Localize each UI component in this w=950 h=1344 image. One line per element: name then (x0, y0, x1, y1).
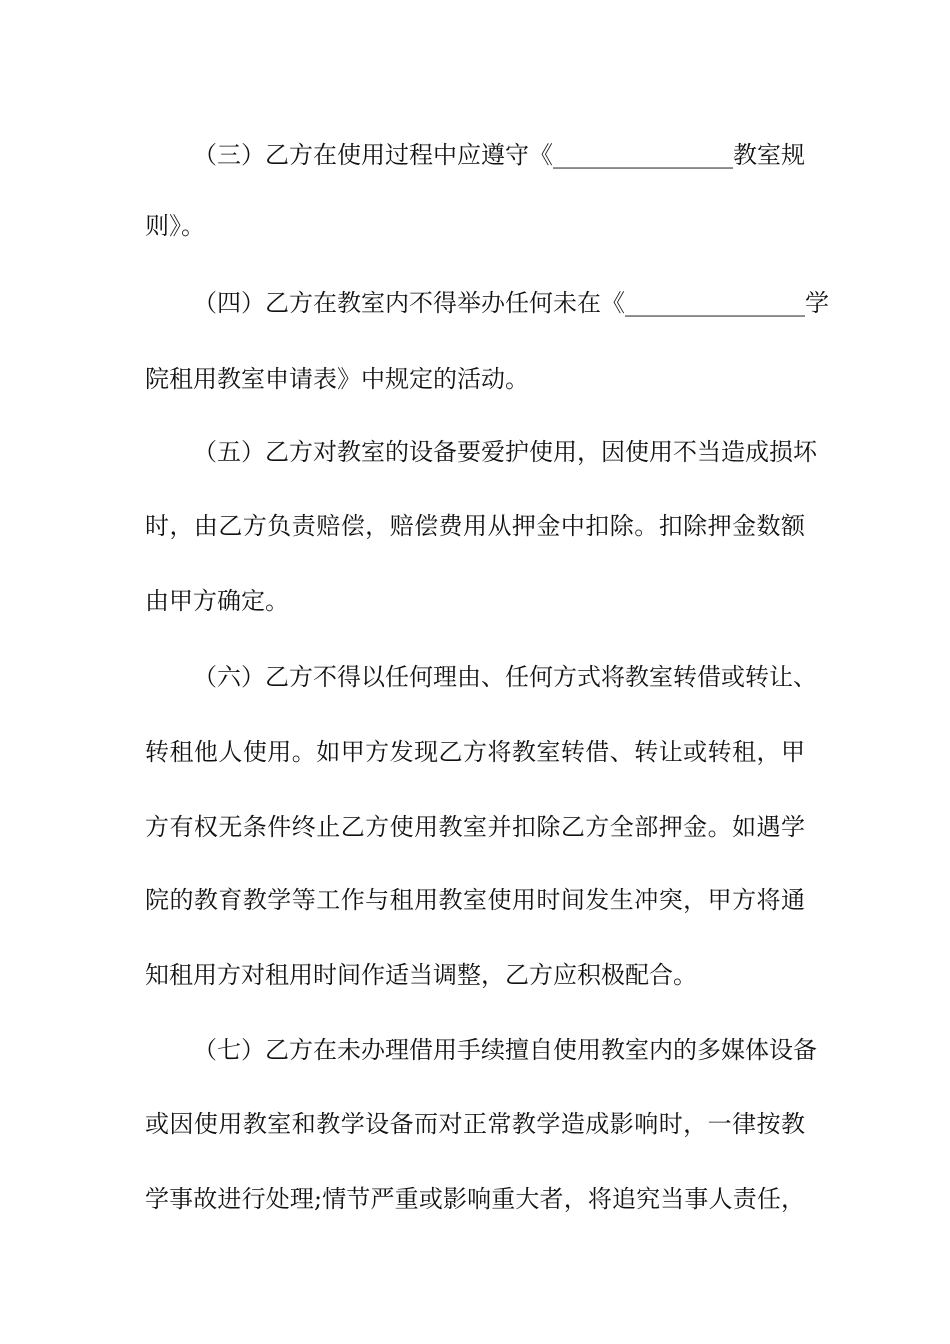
clause-6-line-5: 知租用方对租用时间作适当调整，乙方应积极配合。 (145, 961, 697, 989)
clause-4-line-2: 院租用教室申请表》中规定的活动。 (145, 365, 529, 393)
clause-7-line-3: 学事故进行处理;情节严重或影响重大者，将追究当事人责任， (145, 1185, 805, 1213)
clause-6-line-1: （六）乙方不得以任何理由、任何方式将教室转借或转让、 (193, 663, 817, 691)
clause-7-line-2: 或因使用教室和教学设备而对正常教学造成影响时，一律按教 (145, 1110, 805, 1138)
clause-5-line-2: 时，由乙方负责赔偿，赔偿费用从押金中扣除。扣除押金数额 (145, 512, 805, 540)
clause-6-line-3: 方有权无条件终止乙方使用教室并扣除乙方全部押金。如遇学 (145, 813, 805, 841)
clause-5-line-1: （五）乙方对教室的设备要爱护使用，因使用不当造成损坏 (193, 438, 817, 466)
clause-5-line-3: 由甲方确定。 (145, 587, 289, 615)
clause-7-line-1: （七）乙方在未办理借用手续擅自使用教室内的多媒体设备 (193, 1036, 817, 1064)
clause-6-line-4: 院的教育教学等工作与租用教室使用时间发生冲突，甲方将通 (145, 886, 805, 914)
clause-3-line-2: 则》。 (145, 212, 205, 240)
clause-3-line-1: （三）乙方在使用过程中应遵守《_______________教室规 (193, 141, 805, 169)
clause-6-line-2: 转租他人使用。如甲方发现乙方将教室转借、转让或转租，甲 (145, 738, 805, 766)
clause-4-line-1: （四）乙方在教室内不得举办任何未在《_______________学 (193, 289, 829, 317)
